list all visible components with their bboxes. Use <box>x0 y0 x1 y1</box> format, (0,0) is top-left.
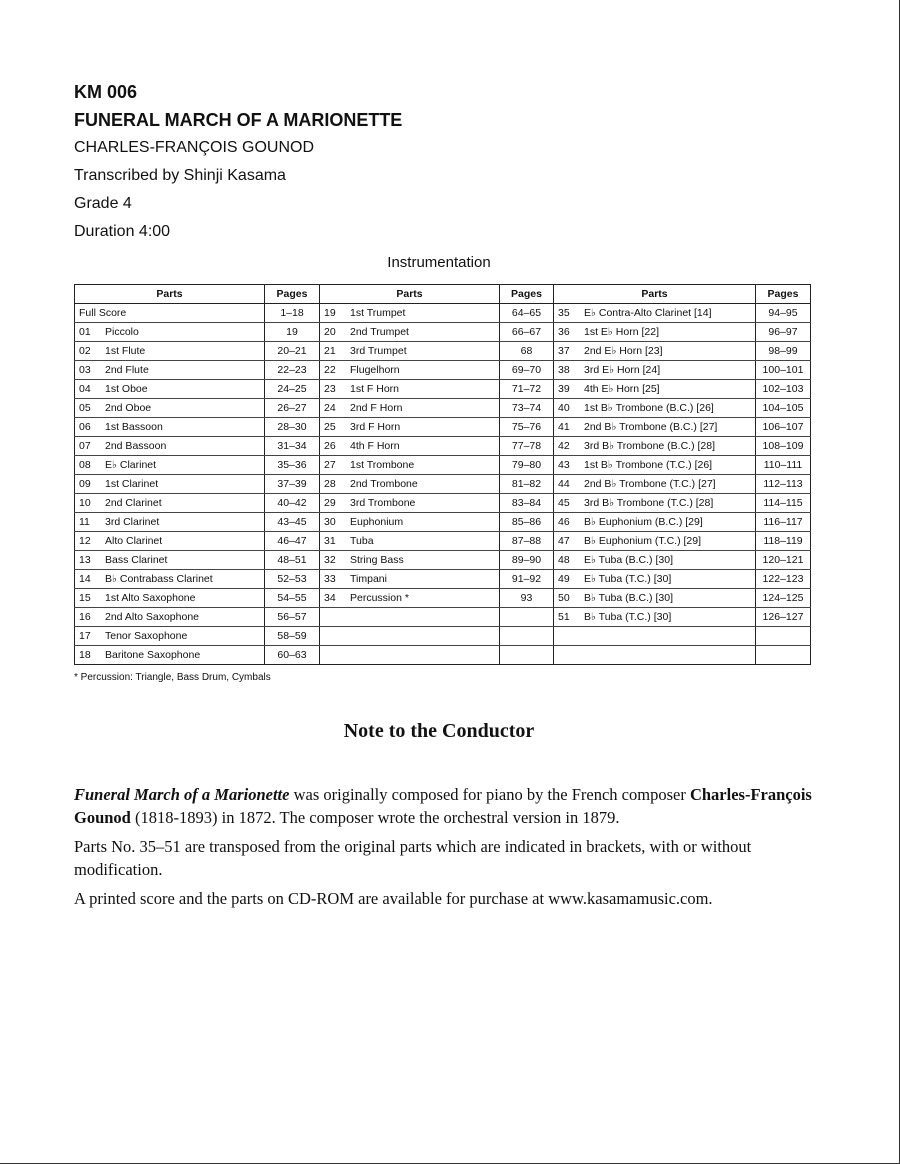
note-paragraph-1 <box>74 783 814 829</box>
work-title: Funeral March of a Marionette <box>74 785 290 804</box>
part-name: E♭ Tuba (B.C.) [30] <box>584 554 673 566</box>
part-cell <box>554 570 756 589</box>
part-cell <box>75 646 265 665</box>
part-number: 36 <box>558 326 570 338</box>
table-row <box>75 304 811 323</box>
part-pages: 96–97 <box>756 323 811 342</box>
part-cell <box>320 342 500 361</box>
table-row <box>75 532 811 551</box>
part-name: Tenor Saxophone <box>105 630 188 642</box>
part-cell <box>554 437 756 456</box>
part-number: 30 <box>324 516 336 528</box>
part-number: 33 <box>324 573 336 585</box>
part-number: 49 <box>558 573 570 585</box>
part-pages: 114–115 <box>756 494 811 513</box>
part-cell <box>75 513 265 532</box>
part-pages: 1–18 <box>265 304 320 323</box>
part-cell <box>75 323 265 342</box>
part-pages: 83–84 <box>500 494 554 513</box>
part-name: Euphonium <box>350 516 404 528</box>
part-name: Full Score <box>79 307 127 319</box>
table-row <box>75 342 811 361</box>
part-number: 32 <box>324 554 336 566</box>
part-name: 2nd F Horn <box>350 402 403 414</box>
part-pages: 102–103 <box>756 380 811 399</box>
part-pages: 35–36 <box>265 456 320 475</box>
part-number: 21 <box>324 345 336 357</box>
part-number: 07 <box>79 440 91 452</box>
part-pages: 68 <box>500 342 554 361</box>
part-cell <box>554 304 756 323</box>
part-name: 2nd Bassoon <box>105 440 167 452</box>
part-name: B♭ Euphonium (T.C.) [29] <box>584 535 702 547</box>
part-cell <box>75 456 265 475</box>
table-row <box>75 646 811 665</box>
part-cell <box>320 608 500 627</box>
part-number: 01 <box>79 326 91 338</box>
part-pages: 75–76 <box>500 418 554 437</box>
part-pages: 100–101 <box>756 361 811 380</box>
part-number: 20 <box>324 326 336 338</box>
part-number: 47 <box>558 535 570 547</box>
part-cell <box>75 570 265 589</box>
part-cell <box>554 399 756 418</box>
part-pages: 19 <box>265 323 320 342</box>
piece-title: FUNERAL MARCH OF A MARIONETTE <box>74 110 403 130</box>
part-pages: 46–47 <box>265 532 320 551</box>
part-pages: 37–39 <box>265 475 320 494</box>
part-pages: 91–92 <box>500 570 554 589</box>
part-pages: 31–34 <box>265 437 320 456</box>
part-pages: 126–127 <box>756 608 811 627</box>
part-number: 22 <box>324 364 336 376</box>
part-pages: 26–27 <box>265 399 320 418</box>
composer: CHARLES-FRANÇOIS GOUNOD <box>74 139 315 156</box>
part-cell <box>320 380 500 399</box>
part-pages: 110–111 <box>756 456 811 475</box>
part-name: 4th E♭ Horn [25] <box>584 383 660 395</box>
part-pages: 106–107 <box>756 418 811 437</box>
part-cell <box>75 304 265 323</box>
part-pages <box>756 627 811 646</box>
part-pages <box>500 627 554 646</box>
part-pages: 24–25 <box>265 380 320 399</box>
table-row <box>75 418 811 437</box>
part-number: 31 <box>324 535 336 547</box>
part-name: 2nd B♭ Trombone (B.C.) [27] <box>584 421 718 433</box>
part-number: 02 <box>79 345 91 357</box>
part-cell <box>75 627 265 646</box>
part-cell <box>320 513 500 532</box>
column-header: Parts <box>320 285 500 304</box>
part-name: 3rd E♭ Horn [24] <box>584 364 661 376</box>
transcriber: Transcribed by Shinji Kasama <box>74 167 286 184</box>
part-name: 3rd Trombone <box>350 497 416 509</box>
part-pages: 73–74 <box>500 399 554 418</box>
part-name: 3rd Clarinet <box>105 516 160 528</box>
part-cell <box>320 304 500 323</box>
part-cell <box>554 513 756 532</box>
column-header: Pages <box>500 285 554 304</box>
part-pages: 79–80 <box>500 456 554 475</box>
part-number: 48 <box>558 554 570 566</box>
table-row <box>75 323 811 342</box>
part-cell <box>320 589 500 608</box>
table-row <box>75 475 811 494</box>
part-number: 41 <box>558 421 570 433</box>
part-name: B♭ Tuba (T.C.) [30] <box>584 611 672 623</box>
part-cell <box>320 646 500 665</box>
part-pages: 94–95 <box>756 304 811 323</box>
part-cell <box>75 342 265 361</box>
part-pages: 20–21 <box>265 342 320 361</box>
part-cell <box>75 418 265 437</box>
part-pages: 22–23 <box>265 361 320 380</box>
part-name: B♭ Contrabass Clarinet <box>105 573 213 585</box>
part-cell <box>320 494 500 513</box>
part-pages: 112–113 <box>756 475 811 494</box>
part-cell <box>75 494 265 513</box>
part-pages: 66–67 <box>500 323 554 342</box>
part-number: 35 <box>558 307 570 319</box>
part-number: 14 <box>79 573 91 585</box>
part-name: 2nd B♭ Trombone (T.C.) [27] <box>584 478 716 490</box>
part-pages: 69–70 <box>500 361 554 380</box>
column-header: Parts <box>75 285 265 304</box>
part-name: E♭ Contra-Alto Clarinet [14] <box>584 307 712 319</box>
part-name: 1st Bassoon <box>105 421 163 433</box>
part-cell <box>75 437 265 456</box>
part-cell <box>554 475 756 494</box>
note-text: (1818-1893) in 1872. The composer wrote the orchestral version in 1879. <box>130 808 620 827</box>
part-number: 12 <box>79 535 91 547</box>
part-name: Flugelhorn <box>350 364 400 376</box>
part-number: 50 <box>558 592 570 604</box>
part-name: Baritone Saxophone <box>105 649 201 661</box>
part-cell <box>320 361 500 380</box>
part-cell <box>554 494 756 513</box>
part-name: B♭ Tuba (B.C.) [30] <box>584 592 673 604</box>
part-number: 19 <box>324 307 336 319</box>
part-cell <box>320 551 500 570</box>
part-name: Timpani <box>350 573 387 585</box>
part-name: 1st B♭ Trombone (T.C.) [26] <box>584 459 713 471</box>
part-pages: 52–53 <box>265 570 320 589</box>
part-number: 17 <box>79 630 91 642</box>
part-cell <box>554 627 756 646</box>
part-pages: 60–63 <box>265 646 320 665</box>
note-title: Note to the Conductor <box>343 720 535 742</box>
part-cell <box>554 380 756 399</box>
part-cell <box>320 570 500 589</box>
part-name: 1st Trumpet <box>350 307 406 319</box>
part-pages: 89–90 <box>500 551 554 570</box>
part-name: 3rd Trumpet <box>350 345 407 357</box>
table-row <box>75 570 811 589</box>
part-pages: 116–117 <box>756 513 811 532</box>
part-name: 1st F Horn <box>350 383 400 395</box>
part-cell <box>554 456 756 475</box>
part-name: 1st Flute <box>105 345 146 357</box>
part-name: 3rd F Horn <box>350 421 401 433</box>
part-cell <box>75 608 265 627</box>
table-row <box>75 608 811 627</box>
part-number: 26 <box>324 440 336 452</box>
part-name: 2nd E♭ Horn [23] <box>584 345 663 357</box>
part-pages: 56–57 <box>265 608 320 627</box>
table-row <box>75 627 811 646</box>
part-number: 13 <box>79 554 91 566</box>
part-pages: 124–125 <box>756 589 811 608</box>
part-name: 2nd Trumpet <box>350 326 409 338</box>
table-row <box>75 361 811 380</box>
table-row <box>75 437 811 456</box>
part-name: 1st B♭ Trombone (B.C.) [26] <box>584 402 714 414</box>
table-row <box>75 551 811 570</box>
part-cell <box>75 532 265 551</box>
part-cell <box>554 608 756 627</box>
part-cell <box>554 361 756 380</box>
part-name: String Bass <box>350 554 404 566</box>
part-number: 06 <box>79 421 91 433</box>
part-pages: 122–123 <box>756 570 811 589</box>
part-number: 05 <box>79 402 91 414</box>
part-number: 37 <box>558 345 570 357</box>
part-pages: 108–109 <box>756 437 811 456</box>
instrumentation-table <box>74 284 811 665</box>
part-number: 24 <box>324 402 336 414</box>
part-cell <box>554 551 756 570</box>
instrumentation-title: Instrumentation <box>387 254 491 271</box>
note-paragraph-3: A printed score and the parts on CD-ROM are available for purchase at www.kasamamusic.com. <box>74 889 713 908</box>
part-number: 29 <box>324 497 336 509</box>
part-number: 43 <box>558 459 570 471</box>
part-number: 34 <box>324 592 336 604</box>
part-pages: 98–99 <box>756 342 811 361</box>
part-number: 08 <box>79 459 91 471</box>
part-number: 44 <box>558 478 570 490</box>
part-pages: 54–55 <box>265 589 320 608</box>
part-cell <box>75 361 265 380</box>
part-pages: 81–82 <box>500 475 554 494</box>
part-pages: 77–78 <box>500 437 554 456</box>
part-cell <box>75 399 265 418</box>
part-pages: 48–51 <box>265 551 320 570</box>
part-number: 51 <box>558 611 570 623</box>
part-name: Piccolo <box>105 326 139 338</box>
part-cell <box>320 456 500 475</box>
part-number: 40 <box>558 402 570 414</box>
table-row <box>75 380 811 399</box>
part-number: 39 <box>558 383 570 395</box>
part-number: 18 <box>79 649 91 661</box>
part-cell <box>554 418 756 437</box>
part-cell <box>320 399 500 418</box>
part-number: 15 <box>79 592 91 604</box>
part-name: 2nd Oboe <box>105 402 152 414</box>
part-number: 23 <box>324 383 336 395</box>
part-pages <box>756 646 811 665</box>
part-name: 2nd Flute <box>105 364 149 376</box>
part-number: 11 <box>79 516 90 528</box>
part-pages: 104–105 <box>756 399 811 418</box>
part-cell <box>320 437 500 456</box>
part-name: Tuba <box>350 535 374 547</box>
part-name: 1st Trombone <box>350 459 415 471</box>
part-cell <box>554 323 756 342</box>
table-row <box>75 456 811 475</box>
part-name: Bass Clarinet <box>105 554 168 566</box>
grade: Grade 4 <box>74 195 132 212</box>
duration: Duration 4:00 <box>74 223 171 240</box>
part-name: B♭ Euphonium (B.C.) [29] <box>584 516 703 528</box>
part-name: 3rd B♭ Trombone (B.C.) [28] <box>584 440 716 452</box>
part-number: 16 <box>79 611 91 623</box>
part-pages: 43–45 <box>265 513 320 532</box>
part-name: 2nd Alto Saxophone <box>105 611 199 623</box>
part-pages: 28–30 <box>265 418 320 437</box>
part-cell <box>75 475 265 494</box>
part-name: E♭ Clarinet <box>105 459 157 471</box>
part-number: 38 <box>558 364 570 376</box>
catalog-code: KM 006 <box>74 82 138 102</box>
part-name: Percussion * <box>350 592 409 604</box>
part-pages: 85–86 <box>500 513 554 532</box>
part-cell <box>554 646 756 665</box>
part-cell <box>320 475 500 494</box>
part-pages: 64–65 <box>500 304 554 323</box>
part-cell <box>75 380 265 399</box>
note-text: was originally composed for piano by the French composer <box>289 785 690 804</box>
column-header: Pages <box>265 285 320 304</box>
part-pages <box>500 608 554 627</box>
part-cell <box>320 532 500 551</box>
part-name: Alto Clarinet <box>105 535 163 547</box>
table-row <box>75 513 811 532</box>
part-pages: 71–72 <box>500 380 554 399</box>
part-name: E♭ Tuba (T.C.) [30] <box>584 573 672 585</box>
part-number: 25 <box>324 421 336 433</box>
part-number: 46 <box>558 516 570 528</box>
header <box>74 78 402 246</box>
part-pages <box>500 646 554 665</box>
part-cell <box>554 342 756 361</box>
composer-name: Charles-François Gounod <box>74 785 812 827</box>
column-header: Pages <box>756 285 811 304</box>
part-pages: 87–88 <box>500 532 554 551</box>
part-name: 3rd B♭ Trombone (T.C.) [28] <box>584 497 714 509</box>
part-number: 27 <box>324 459 336 471</box>
part-pages: 40–42 <box>265 494 320 513</box>
part-pages: 93 <box>500 589 554 608</box>
part-pages: 58–59 <box>265 627 320 646</box>
note-paragraph-2: Parts No. 35–51 are transposed from the original parts which are indicated in brackets, with or without modification. <box>74 837 752 879</box>
part-name: 1st E♭ Horn [22] <box>584 326 659 338</box>
percussion-footnote: * Percussion: Triangle, Bass Drum, Cymbals <box>74 672 271 683</box>
table-row <box>75 494 811 513</box>
part-cell <box>320 418 500 437</box>
part-name: 1st Oboe <box>105 383 148 395</box>
part-pages: 118–119 <box>756 532 811 551</box>
part-name: 1st Clarinet <box>105 478 159 490</box>
part-name: 4th F Horn <box>350 440 400 452</box>
table-row <box>75 399 811 418</box>
part-number: 42 <box>558 440 570 452</box>
part-pages: 120–121 <box>756 551 811 570</box>
part-cell <box>320 323 500 342</box>
part-name: 2nd Clarinet <box>105 497 162 509</box>
part-cell <box>320 627 500 646</box>
part-cell <box>75 589 265 608</box>
part-name: 1st Alto Saxophone <box>105 592 196 604</box>
part-number: 09 <box>79 478 91 490</box>
part-cell <box>554 589 756 608</box>
note-body <box>74 783 814 916</box>
part-number: 10 <box>79 497 91 509</box>
table-header-row <box>75 285 811 304</box>
table-row <box>75 589 811 608</box>
part-number: 45 <box>558 497 570 509</box>
part-name: 2nd Trombone <box>350 478 418 490</box>
part-cell <box>75 551 265 570</box>
part-number: 03 <box>79 364 91 376</box>
part-cell <box>554 532 756 551</box>
column-header: Parts <box>554 285 756 304</box>
part-number: 28 <box>324 478 336 490</box>
part-number: 04 <box>79 383 91 395</box>
